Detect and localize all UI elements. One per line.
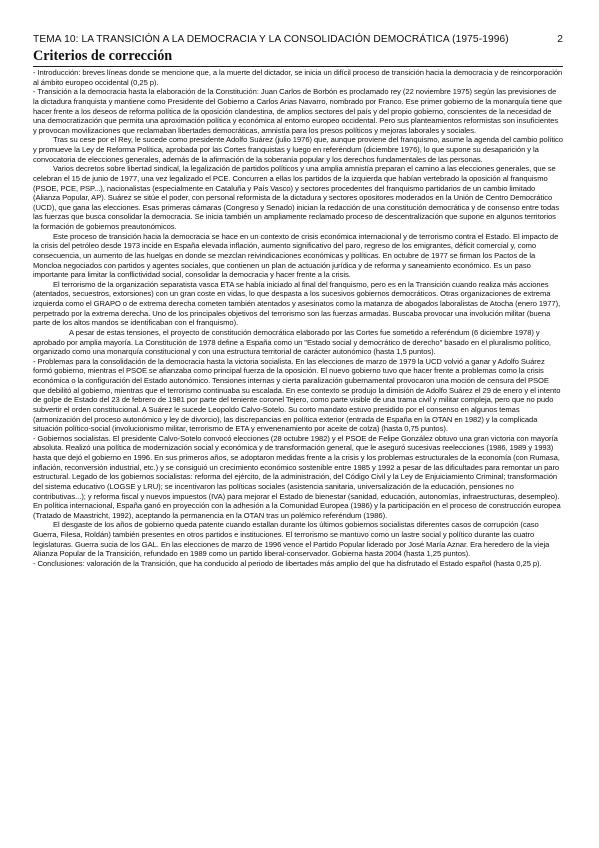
paragraph-gobiernos-socialistas: - Gobiernos socialistas. El presidente Calvo-Sotelo convocó elecciones (28 octubre 1982) y el PSOE de Felipe González obtuvo una gran victoria con mayoría absoluta. Realizó una política de modernización social y económica y de transformación general, que le aseguró sucesivas reelecciones (1986, 1989 y 1993) hasta que dejó el gobierno en 1996. En sus primeros años, se adoptaron medidas frente a la crisis y los problemas estructurales de la economía (con Rumasa, inflación, reconversión industrial, etc.) y se consiguió un crecimiento económico sostenible entre 1985 y 1992 a pesar de las dificultades para remontar un paro estructural. Legado de los gobiernos socialistas: reforma del ejército, de la administración, del Código Civil y la Ley de Enjuiciamiento Criminal; transformación del sistema educativo (LOGSE y LRU); se incentivaron las políticas sociales (asistencia sanitaria, universalización de la educación, pensiones no contributivas...); y reforma fiscal y nuevos impuestos (IVA) para mejorar el Estado de bienestar (sanidad, educación, autonomías, infraestructuras, desempleo). En política internacional, España ganó en proyección con la adhesión a la Comunidad Europea (1986) y la participación en el proceso de construcción europea (Tratado de Maastricht, 1992), aceptando la permanencia en la OTAN tras un polémico referéndum (1986). [33,433,561,520]
paragraph-conclusiones: - Conclusiones: valoración de la Transición, que ha conducido al periodo de libertades más amplio del que ha disfrutado el Estado español (hasta 0,25 p). [33,558,542,568]
running-title: TEMA 10: LA TRANSICIÓN A LA DEMOCRACIA Y LA CONSOLIDACIÓN DEMOCRÁTICA (1975-1996) [33,34,509,45]
paragraph-problemas: - Problemas para la consolidación de la democracia hasta la victoria socialista. En las elecciones de marzo de 1979 la UCD volvió a ganar y Adolfo Suárez formó gobierno, mientras el PSOE se afianzaba como principal fuerza de la oposición. El nuevo gobierno tuvo que hacer frente a problemas como la crisis económica o la configuración del Estado autonómico. Tensiones internas y cierta paralización gubernamental provocaron una moción de censura del PSOE que debilitó al gobierno, mientras que el terrorismo continuaba su escalada. En ese contexto se produjo la dimisión de Adolfo Suárez el 29 de enero y el intento de golpe de Estado del 23 de febrero de 1981 por parte del teniente coronel Tejero, como parte visible de una trama civil y militar compleja, pero que no pudo subvertir el orden constitucional. A Suárez le sucede Leopoldo Calvo-Sotelo. Su corto mandato estuvo presidido por el consenso en algunos temas (armonización del proceso autonómico y ley de divorcio), las discrepancias en política exterior (entrada de España en la OTAN en 1982) y la complicada situación político-social (involucionismo militar, terrorismo de ETA y envenenamiento por aceite de colza) (hasta 0,75 puntos). [33,356,561,434]
paragraph-transicion: - Transición a la democracia hasta la elaboración de la Constitución: Juan Carlos de Borbón es proclamado rey (22 noviembre 1975) según las previsiones de la dictadura franquista y mantiene como Presidente del Gobierno a Carlos Arias Navarro, nombrado por Franco. Ese primer gobierno de la monarquía tiene que hacer frente a los deseos de reforma política de la oposición clandestina, de amplios sectores del país y del propio gobierno, conscientes de la necesidad de una democratización que permita una aproximación política y económica al entorno europeo occidental. Pero sus planteamientos reformistas son insuficientes y provocan movilizaciones que reclamaban libertades democráticas, amnistía para los presos políticos y mejoras laborales y sociales. [33,87,562,135]
page-number: 2 [557,34,563,45]
paragraph-suarez: Tras su cese por el Rey, le sucede como presidente Adolfo Suárez (julio 1976) que, aunque proviene del franquismo, asume la agenda del cambio político y promueve la Ley de Reforma Política, aprobada por las Cortes franquistas y luego en referéndum (diciembre 1976), lo que supone su desaparición y la convocatoria de elecciones generales, además de la afirmación de la soberanía popular y los derechos fundamentales de las personas. [33,135,563,164]
paragraph-elecciones-1977: Varios decretos sobre libertad sindical, la legalización de partidos políticos y una amplia amnistía preparan el camino a las elecciones generales, que se celebran el 15 de junio de 1977, una vez legalizado el PCE. Concurren a ellas los partidos de la izquierda que habían vertebrado la oposición al franquismo (PSOE, PCE, PSP...), nacionalistas (especialmente en Cataluña y País Vasco) y sectores procedentes del franquismo partidarios de un cambio limitado (Alianza Popular, AP). Suárez se sitúe el poder, con personal reformista de la dictadura y sectores opositores moderados en la Unión de Centro Democrático (UCD), que gana las elecciones. Esas primeras cámaras (Congreso y Senado) inician la redacción de una constitución democrática y de consenso entre todas las fuerzas que busca consolidar la democracia. Se inicia también un ampliamente reclamado proceso de descentralización que supone en algunos territorios la formación de gobiernos preautonómicos. [33,164,560,231]
running-header [33,34,563,46]
body-text [33,68,563,569]
paragraph-terrorismo: El terrorismo de la organización separatista vasca ETA se había iniciado al final del franquismo, pero es en la Transición cuando realiza más acciones (atentados, secuestros, extorsiones) con un gran coste en vidas, lo que despasta a los sucesivos gobiernos democráticos. Otras organizaciones de extrema izquierda como el GRAPO o de extrema derecha cometen también atentados y asesinatos como la matanza de abogados laboralistas de Atocha (enero 1977), perpetrado por la extrema derecha. Uno de los principales objetivos del terrorismo son las fuerzas armadas. Buscaba provocar una involución militar (buena parte de los altos mandos se identificaban con el franquismo). [33,279,561,328]
paragraph-constitucion: A pesar de estas tensiones, el proyecto de constitución democrática elaborado por las Cortes fue sometido a referéndum (6 diciembre 1978) y aprobado por amplia mayoría. La Constitución de 1978 define a España como un "Estado social y democrático de derecho" basado en el pluralismo político, organizado como una monarquía constitucional y con una estructura territorial de carácter autonómico (hasta 1,5 puntos). [33,327,551,357]
paragraph-crisis: Este proceso de transición hacia la democracia se hace en un contexto de crisis económica internacional y de terrorismo contra el Estado. El impacto de la crisis del petróleo desde 1973 incide en España elevada inflación, aumento significativo del paro, regreso de los emigrantes, déficit comercial y, como consecuencia, un aumento de las huelgas en donde se mezclan reivindicaciones económicas y políticas. En octubre de 1977 se firman los Pactos de la Moncloa negociados con partidos y agentes sociales, que contienen un plan de actuación jurídica y de reforma y saneamiento económico. Es un paso importante para limitar la conflictividad social, consolidar la democracia y hacer frente a la crisis. [33,231,559,280]
paragraph-introduccion: - Introducción: breves líneas donde se mencione que, a la muerte del dictador, se inicia un difícil proceso de transición hacia la democracia y de reincorporación al ámbito europeo occidental (0,25 p). [33,68,563,87]
section-title: Criterios de corrección [33,48,563,67]
paragraph-desgaste: El desgaste de los años de gobierno queda patente cuando estallan durante los últimos gobiernos socialistas diferentes casos de corrupción (caso Guerra, Filesa, Roldán) también presentes en otros partidos e instituciones. El terrorismo se mantuvo como un lastre social y político durante las cuatro legislaturas. Guerra sucia de los GAL. En las elecciones de marzo de 1996 vence el Partido Popular liderado por José María Aznar. Era heredero de la vieja Alianza Popular de la Transición, refundado en 1989 como un partido liberal-conservador. Gobierna hasta 2004 (hasta 1,25 puntos). [33,520,550,559]
